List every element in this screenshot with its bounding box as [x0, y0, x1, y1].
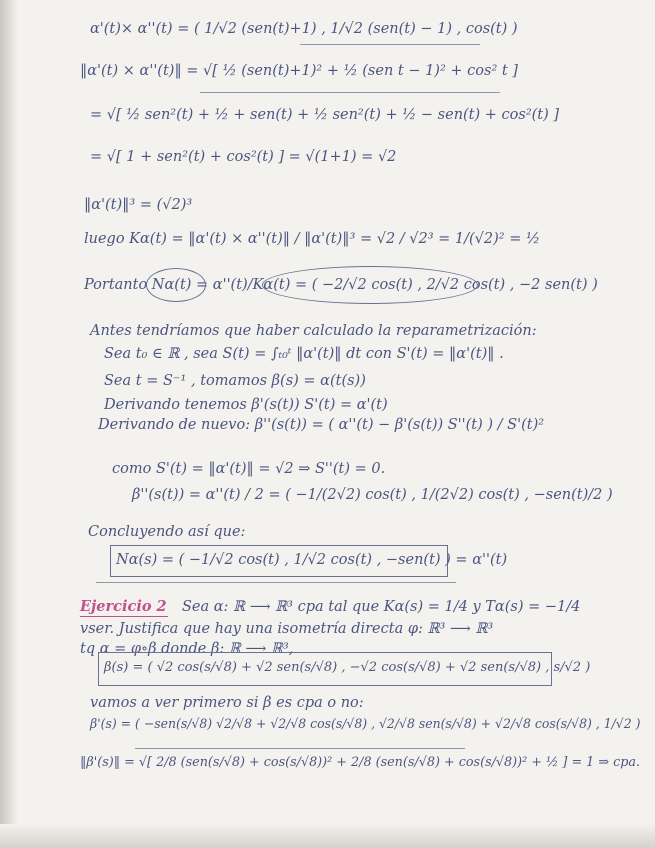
arc-length-definition: Sea t₀ ∈ ℝ , sea S(t) = ∫ₜ₀ᵗ ‖α'(t)‖ dt con S'(t) = ‖α'(t)‖ .	[104, 346, 504, 362]
underline-cross-product	[300, 44, 480, 45]
reparametrization-heading: Antes tendríamos que haber calculado la reparametrización:	[90, 323, 537, 339]
second-derivative-line: Derivando de nuevo: β''(s(t)) = ( α''(t) − β'(s(t)) S''(t) ) / S'(t)²	[98, 417, 545, 433]
curvature-line: luego Kα(t) = ‖α'(t) × α''(t)‖ / ‖α'(t)‖³ = √2 / √2³ = 1/(√2)² = ½	[84, 231, 541, 247]
boxed-normal-result: Nα(s) = ( −1/√2 cos(t) , 1/√2 cos(t) , −sen(t) ) = α''(t)	[116, 552, 508, 568]
norm-cross-product-line: ‖α'(t) × α''(t)‖ = √[ ½ (sen(t)+1)² + ½ (sen t − 1)² + cos² t ]	[80, 63, 518, 79]
circled-normal-result	[262, 266, 478, 304]
page-shadow-bottom	[0, 824, 655, 848]
exercise-task-line: vser. Justifica que hay una isometría directa φ: ℝ³ ⟶ ℝ³	[80, 621, 494, 637]
exercise-composition-line: tq α = φ∘β donde β: ℝ ⟶ ℝ³,	[80, 641, 294, 657]
page-shadow-left	[0, 0, 18, 848]
expansion-line: = √[ ½ sen²(t) + ½ + sen(t) + ½ sen²(t) + ½ − sen(t) + cos²(t) ]	[90, 107, 560, 123]
beta-second-derivative-line: β''(s(t)) = α''(t) / 2 = ( −1/(2√2) cos(t) , 1/(2√2) cos(t) , −sen(t)/2 )	[132, 487, 613, 503]
normal-vector-line: Portanto Nα(t) = α''(t)/Kα(t) = ( −2/√2 cos(t) , 2/√2 cos(t) , −2 sen(t) )	[84, 277, 598, 293]
speed-constant-line: como S'(t) = ‖α'(t)‖ = √2 ⇒ S''(t) = 0.	[112, 461, 386, 477]
circled-normal-symbol	[146, 268, 206, 302]
beta-definition: β(s) = ( √2 cos(s/√8) + √2 sen(s/√8) , −√2 cos(s/√8) + √2 sen(s/√8) , s/√2 )	[104, 660, 591, 675]
norm-cubed-line: ‖α'(t)‖³ = (√2)³	[84, 197, 193, 213]
sqrt-bar-2	[135, 748, 465, 749]
beta-derivative-norm-line: ‖β'(s)‖ = √[ 2/8 (sen(s/√8) + cos(s/√8))² + 2/8 (sen(s/√8) + cos(s/√8))² + ½ ] = 1 ⇒ cpa.	[80, 755, 641, 770]
cpa-check-heading: vamos a ver primero si β es cpa o no:	[90, 695, 364, 711]
beta-derivative-line: β'(s) = ( −sen(s/√8) √2/√8 + √2/√8 cos(s/√8) , √2/√8 sen(s/√8) + √2/√8 cos(s/√8) , 1/√2 )	[90, 717, 641, 732]
exercise-title-underline	[80, 616, 168, 617]
inverse-parameter-line: Sea t = S⁻¹ , tomamos β(s) = α(t(s))	[104, 373, 366, 389]
concluding-heading: Concluyendo así que:	[88, 524, 246, 540]
cross-product-line: α'(t)× α''(t) = ( 1/√2 (sen(t)+1) , 1/√2 (sen(t) − 1) , cos(t) )	[90, 21, 518, 37]
exercise-title: Ejercicio 2	[80, 598, 167, 615]
simplified-norm-line: = √[ 1 + sen²(t) + cos²(t) ] = √(1+1) = √2	[90, 149, 397, 165]
first-derivative-line: Derivando tenemos β'(s(t)) S'(t) = α'(t)	[104, 397, 388, 413]
sqrt-bar-1	[200, 92, 500, 93]
separator-rule	[96, 582, 456, 583]
exercise-statement: Sea α: ℝ ⟶ ℝ³ cpa tal que Kα(s) = 1/4 y Tα(s) = −1/4	[182, 599, 581, 615]
